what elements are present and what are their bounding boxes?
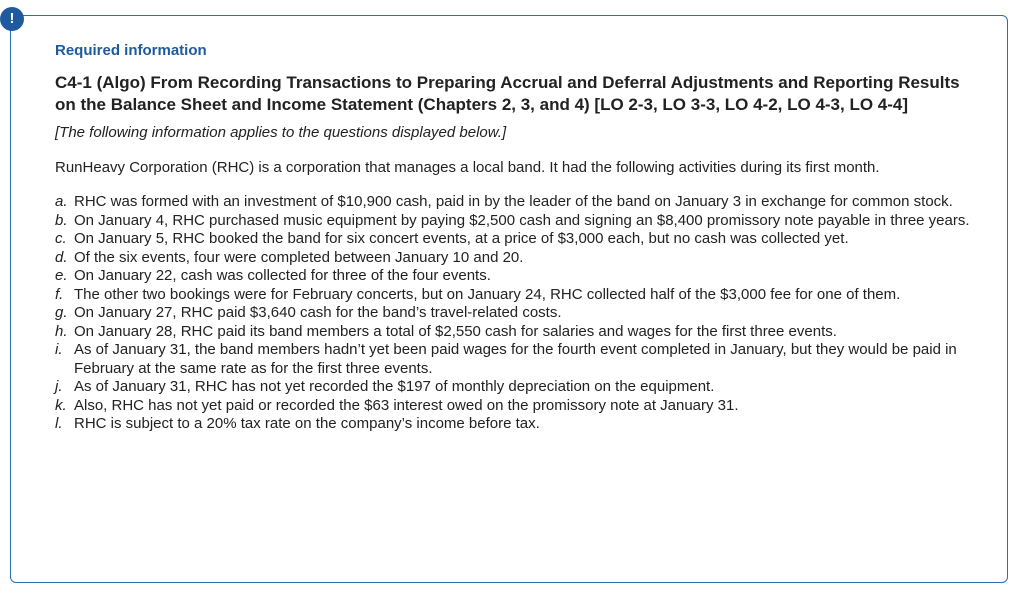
activity-item-letter: a. [55, 193, 68, 210]
problem-title: C4-1 (Algo) From Recording Transactions to Preparing Accrual and Deferral Adjustments and Reporting Results on the Balance Sheet and Income Statement (Chapters 2, 3, and 4) [LO 2-3, LO 3-3, LO 4-2, LO 4-3, LO 4-4] [55, 73, 960, 114]
activity-item-text: RHC is subject to a 20% tax rate on the company’s income before tax. [74, 415, 540, 432]
activity-item-letter: g. [55, 304, 68, 321]
activity-item [55, 323, 970, 342]
activity-item-text: On January 5, RHC booked the band for six concert events, at a price of $3,000 each, but no cash was collected yet. [74, 230, 849, 247]
activity-item-text: The other two bookings were for February concerts, but on January 24, RHC collected half of the $3,000 fee for one of them. [74, 285, 901, 303]
applies-note: [The following information applies to the questions displayed below.] [55, 124, 507, 141]
intro-paragraph: RunHeavy Corporation (RHC) is a corporation that manages a local band. It had the following activities during its first month. [55, 159, 880, 176]
activity-item-text: On January 22, cash was collected for three of the four events. [74, 267, 491, 284]
activity-item-text: As of January 31, RHC has not yet recorded the $197 of monthly depreciation on the equipment. [74, 378, 715, 395]
activity-list [55, 193, 970, 434]
activity-item-letter: h. [55, 322, 68, 340]
activity-item-text: Also, RHC has not yet paid or recorded the $63 interest owed on the promissory note at January 31. [74, 396, 739, 414]
activity-item-text: On January 4, RHC purchased music equipment by paying $2,500 cash and signing an $8,400 promissory note payable in three years. [74, 211, 970, 229]
activity-item [55, 267, 970, 286]
activity-item [55, 415, 970, 434]
activity-item-letter: i. [55, 341, 63, 358]
activity-item [55, 341, 970, 378]
activity-item [55, 193, 970, 212]
activity-item-letter: k. [55, 396, 67, 414]
activity-item-text: On January 27, RHC paid $3,640 cash for the band’s travel-related costs. [74, 304, 562, 321]
activity-item [55, 249, 970, 268]
activity-item-letter: c. [55, 230, 67, 247]
required-information-heading: Required information [55, 42, 207, 59]
activity-item-text: Of the six events, four were completed between January 10 and 20. [74, 248, 524, 266]
activity-item-text: RHC was formed with an investment of $10,900 cash, paid in by the leader of the band on January 3 in exchange for common stock. [74, 193, 953, 210]
activity-item-letter: j. [55, 378, 63, 395]
panel-content [55, 41, 970, 434]
activity-item-letter: d. [55, 248, 68, 266]
activity-item-letter: b. [55, 211, 68, 229]
activity-item [55, 378, 970, 397]
activity-item [55, 212, 970, 231]
activity-item [55, 230, 970, 249]
activity-item [55, 304, 970, 323]
activity-item [55, 397, 970, 416]
activity-item-letter: e. [55, 267, 68, 284]
activity-item-text: As of January 31, the band members hadn’t yet been paid wages for the fourth event completed in January, but they would be paid in February at the same rate as for the first three events. [74, 341, 957, 377]
activity-item-letter: l. [55, 415, 63, 432]
activity-item [55, 286, 970, 305]
activity-item-text: On January 28, RHC paid its band members a total of $2,550 cash for salaries and wages for the first three events. [74, 322, 837, 340]
activity-item-letter: f. [55, 285, 64, 303]
alert-icon: ! [0, 7, 24, 31]
